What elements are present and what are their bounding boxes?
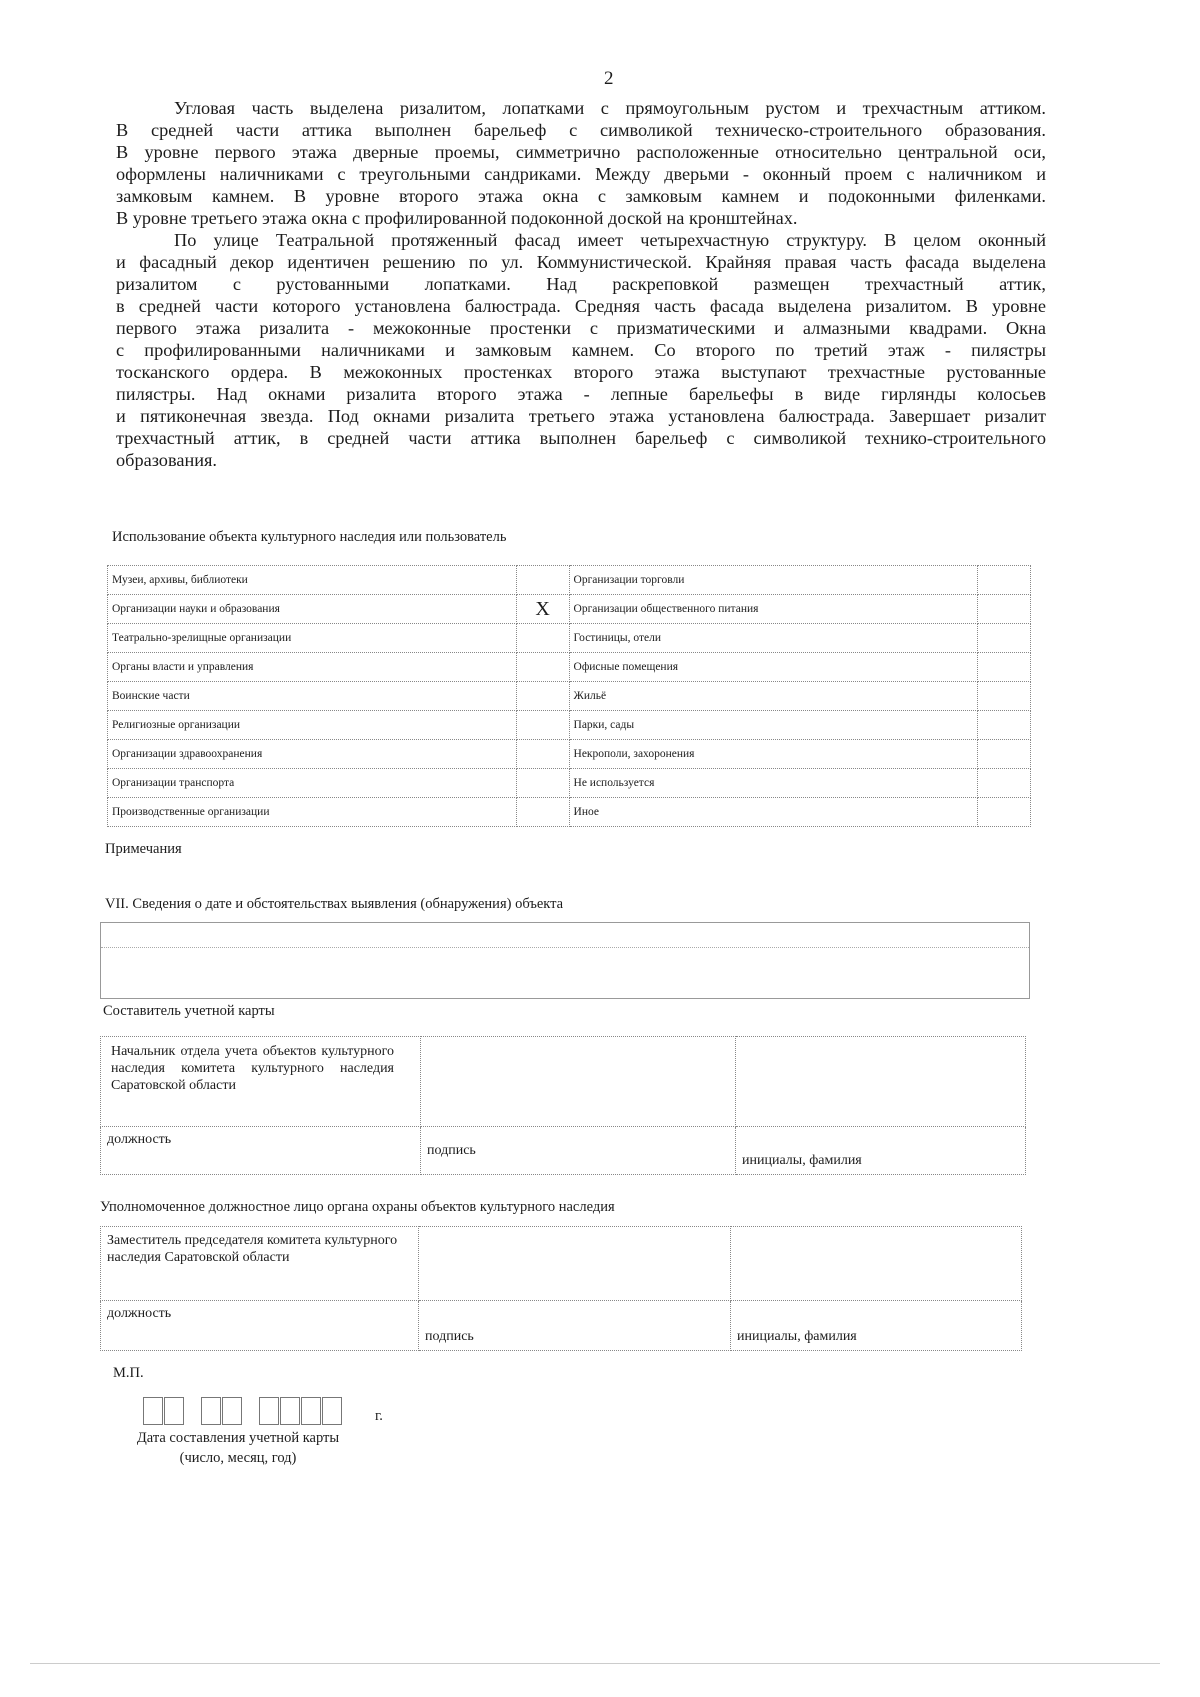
usage-option-label: Организации торговли — [569, 566, 978, 595]
usage-option-label: Музеи, архивы, библиотеки — [108, 566, 517, 595]
usage-checkbox[interactable] — [516, 740, 569, 769]
notes-label: Примечания — [105, 841, 182, 857]
usage-option-label: Организации общественного питания — [569, 595, 978, 624]
compiler-signature-label: подпись — [421, 1127, 736, 1175]
usage-checkbox[interactable] — [516, 769, 569, 798]
usage-option-label: Офисные помещения — [569, 653, 978, 682]
compiler-table — [100, 1036, 1026, 1175]
usage-option-label: Религиозные организации — [108, 711, 517, 740]
usage-row — [108, 682, 1031, 711]
description-text — [116, 97, 1046, 471]
usage-checkbox[interactable] — [978, 682, 1031, 711]
usage-option-label: Организации здравоохранения — [108, 740, 517, 769]
usage-option-label: Иное — [569, 798, 978, 827]
text-line: первого этажа ризалита - межоконные простенки с призматическими и алмазными квадрами. Окна — [116, 318, 1046, 338]
usage-checkbox[interactable] — [516, 711, 569, 740]
usage-option-label: Некрополи, захоронения — [569, 740, 978, 769]
date-field[interactable] — [143, 1397, 383, 1425]
day-boxes[interactable] — [143, 1397, 185, 1425]
text-line: и пятиконечная звезда. Под окнами ризалита третьего этажа установлена балюстрада. Завершает ризалит — [116, 406, 1046, 426]
stamp-label: М.П. — [113, 1365, 144, 1381]
page-edge-line — [30, 1663, 1160, 1664]
official-signature-field[interactable] — [419, 1227, 731, 1301]
section7-title: VII. Сведения о дате и обстоятельствах выявления (обнаружения) объекта — [105, 896, 564, 912]
text-line: замковым камнем. В уровне второго этажа окна с замковым камнем и подоконными филенками. — [116, 186, 1046, 206]
official-position-label: должность — [101, 1301, 419, 1351]
usage-row — [108, 740, 1031, 769]
usage-checkbox[interactable]: X — [516, 595, 569, 624]
text-line: пилястры. Над окнами ризалита второго этажа - лепные барельефы в виде гирлянды колосьев — [116, 384, 1046, 404]
text-line: По улице Театральной протяженный фасад имеет четырехчастную структуру. В целом оконный — [174, 230, 1046, 250]
usage-checkbox[interactable] — [978, 740, 1031, 769]
usage-checkbox[interactable] — [978, 595, 1031, 624]
date-sublabel: (число, месяц, год) — [179, 1450, 297, 1466]
text-line: трехчастный аттик, в средней части аттика выполнен барельеф с символикой технико-строительного — [116, 428, 1046, 448]
official-table — [100, 1226, 1022, 1351]
usage-row — [108, 798, 1031, 827]
usage-option-label: Не используется — [569, 769, 978, 798]
usage-checkbox[interactable] — [978, 769, 1031, 798]
usage-checkbox[interactable] — [978, 566, 1031, 595]
official-signature-label: подпись — [419, 1301, 731, 1351]
compiler-position: Начальник отдела учета объектов культурного наследия комитета культурного наследия Саратовской области — [101, 1037, 421, 1127]
text-line: образования. — [116, 450, 218, 470]
text-line: ризалитом с рустованными лопатками. Над раскреповкой размещен трехчастный аттик, — [116, 274, 1046, 294]
compiler-title: Составитель учетной карты — [103, 1003, 275, 1019]
official-position: Заместитель председателя комитета культурного наследия Саратовской области — [101, 1227, 419, 1301]
usage-option-label: Воинские части — [108, 682, 517, 711]
usage-option-label: Производственные организации — [108, 798, 517, 827]
compiler-signature-field[interactable] — [421, 1037, 736, 1127]
official-name-field[interactable] — [731, 1227, 1022, 1301]
usage-checkbox[interactable] — [516, 653, 569, 682]
year-boxes[interactable] — [259, 1397, 343, 1425]
usage-checkbox[interactable] — [978, 711, 1031, 740]
compiler-name-label: инициалы, фамилия — [736, 1127, 1026, 1175]
compiler-name-field[interactable] — [736, 1037, 1026, 1127]
page-number: 2 — [604, 68, 614, 89]
usage-option-label: Организации науки и образования — [108, 595, 517, 624]
compiler-position-label: должность — [101, 1127, 421, 1175]
text-line: в средней части которого установлена балюстрада. Средняя часть фасада выделена ризалитом. В уровне — [116, 296, 1046, 316]
usage-row — [108, 711, 1031, 740]
official-name-label: инициалы, фамилия — [731, 1301, 1022, 1351]
usage-checkbox[interactable] — [978, 653, 1031, 682]
usage-option-label: Органы власти и управления — [108, 653, 517, 682]
text-line: В уровне первого этажа дверные проемы, симметрично расположенные относительно центральной оси, — [116, 142, 1046, 162]
usage-row — [108, 653, 1031, 682]
usage-title: Использование объекта культурного наследия или пользователь — [112, 529, 507, 545]
text-line: тосканского ордера. В межоконных простенках второго этажа выступают трехчастные рустованные — [116, 362, 1046, 382]
section7-field[interactable] — [100, 922, 1030, 999]
year-suffix: г. — [375, 1408, 383, 1424]
text-line: и фасадный декор идентичен решению по ул. Коммунистической. Крайняя правая часть фасада выделена — [116, 252, 1046, 272]
usage-checkbox[interactable] — [978, 624, 1031, 653]
usage-checkbox[interactable] — [978, 798, 1031, 827]
text-line: Угловая часть выделена ризалитом, лопатками с прямоугольным рустом и трехчастным аттиком. — [174, 98, 1046, 118]
text-line: В средней части аттика выполнен барельеф с символикой техническо-строительного образования. — [116, 120, 1046, 140]
usage-option-label: Театрально-зрелищные организации — [108, 624, 517, 653]
usage-row — [108, 595, 1031, 624]
usage-option-label: Парки, сады — [569, 711, 978, 740]
usage-row — [108, 566, 1031, 595]
date-label: Дата составления учетной карты — [136, 1430, 340, 1446]
text-line: оформлены наличниками с треугольными сандриками. Между дверьми - оконный проем с наличником и — [116, 164, 1046, 184]
usage-checkbox[interactable] — [516, 566, 569, 595]
usage-option-label: Жильё — [569, 682, 978, 711]
usage-checkbox[interactable] — [516, 624, 569, 653]
usage-option-label: Гостиницы, отели — [569, 624, 978, 653]
month-boxes[interactable] — [201, 1397, 243, 1425]
official-title: Уполномоченное должностное лицо органа охраны объектов культурного наследия — [100, 1199, 615, 1215]
usage-checkbox[interactable] — [516, 798, 569, 827]
text-line: с профилированными наличниками и замковым камнем. Со второго по третий этаж - пилястры — [116, 340, 1046, 360]
usage-table — [107, 565, 1031, 827]
usage-row — [108, 769, 1031, 798]
usage-row — [108, 624, 1031, 653]
text-line: В уровне третьего этажа окна с профилированной подоконной доской на кронштейнах. — [116, 208, 798, 228]
usage-option-label: Организации транспорта — [108, 769, 517, 798]
usage-checkbox[interactable] — [516, 682, 569, 711]
